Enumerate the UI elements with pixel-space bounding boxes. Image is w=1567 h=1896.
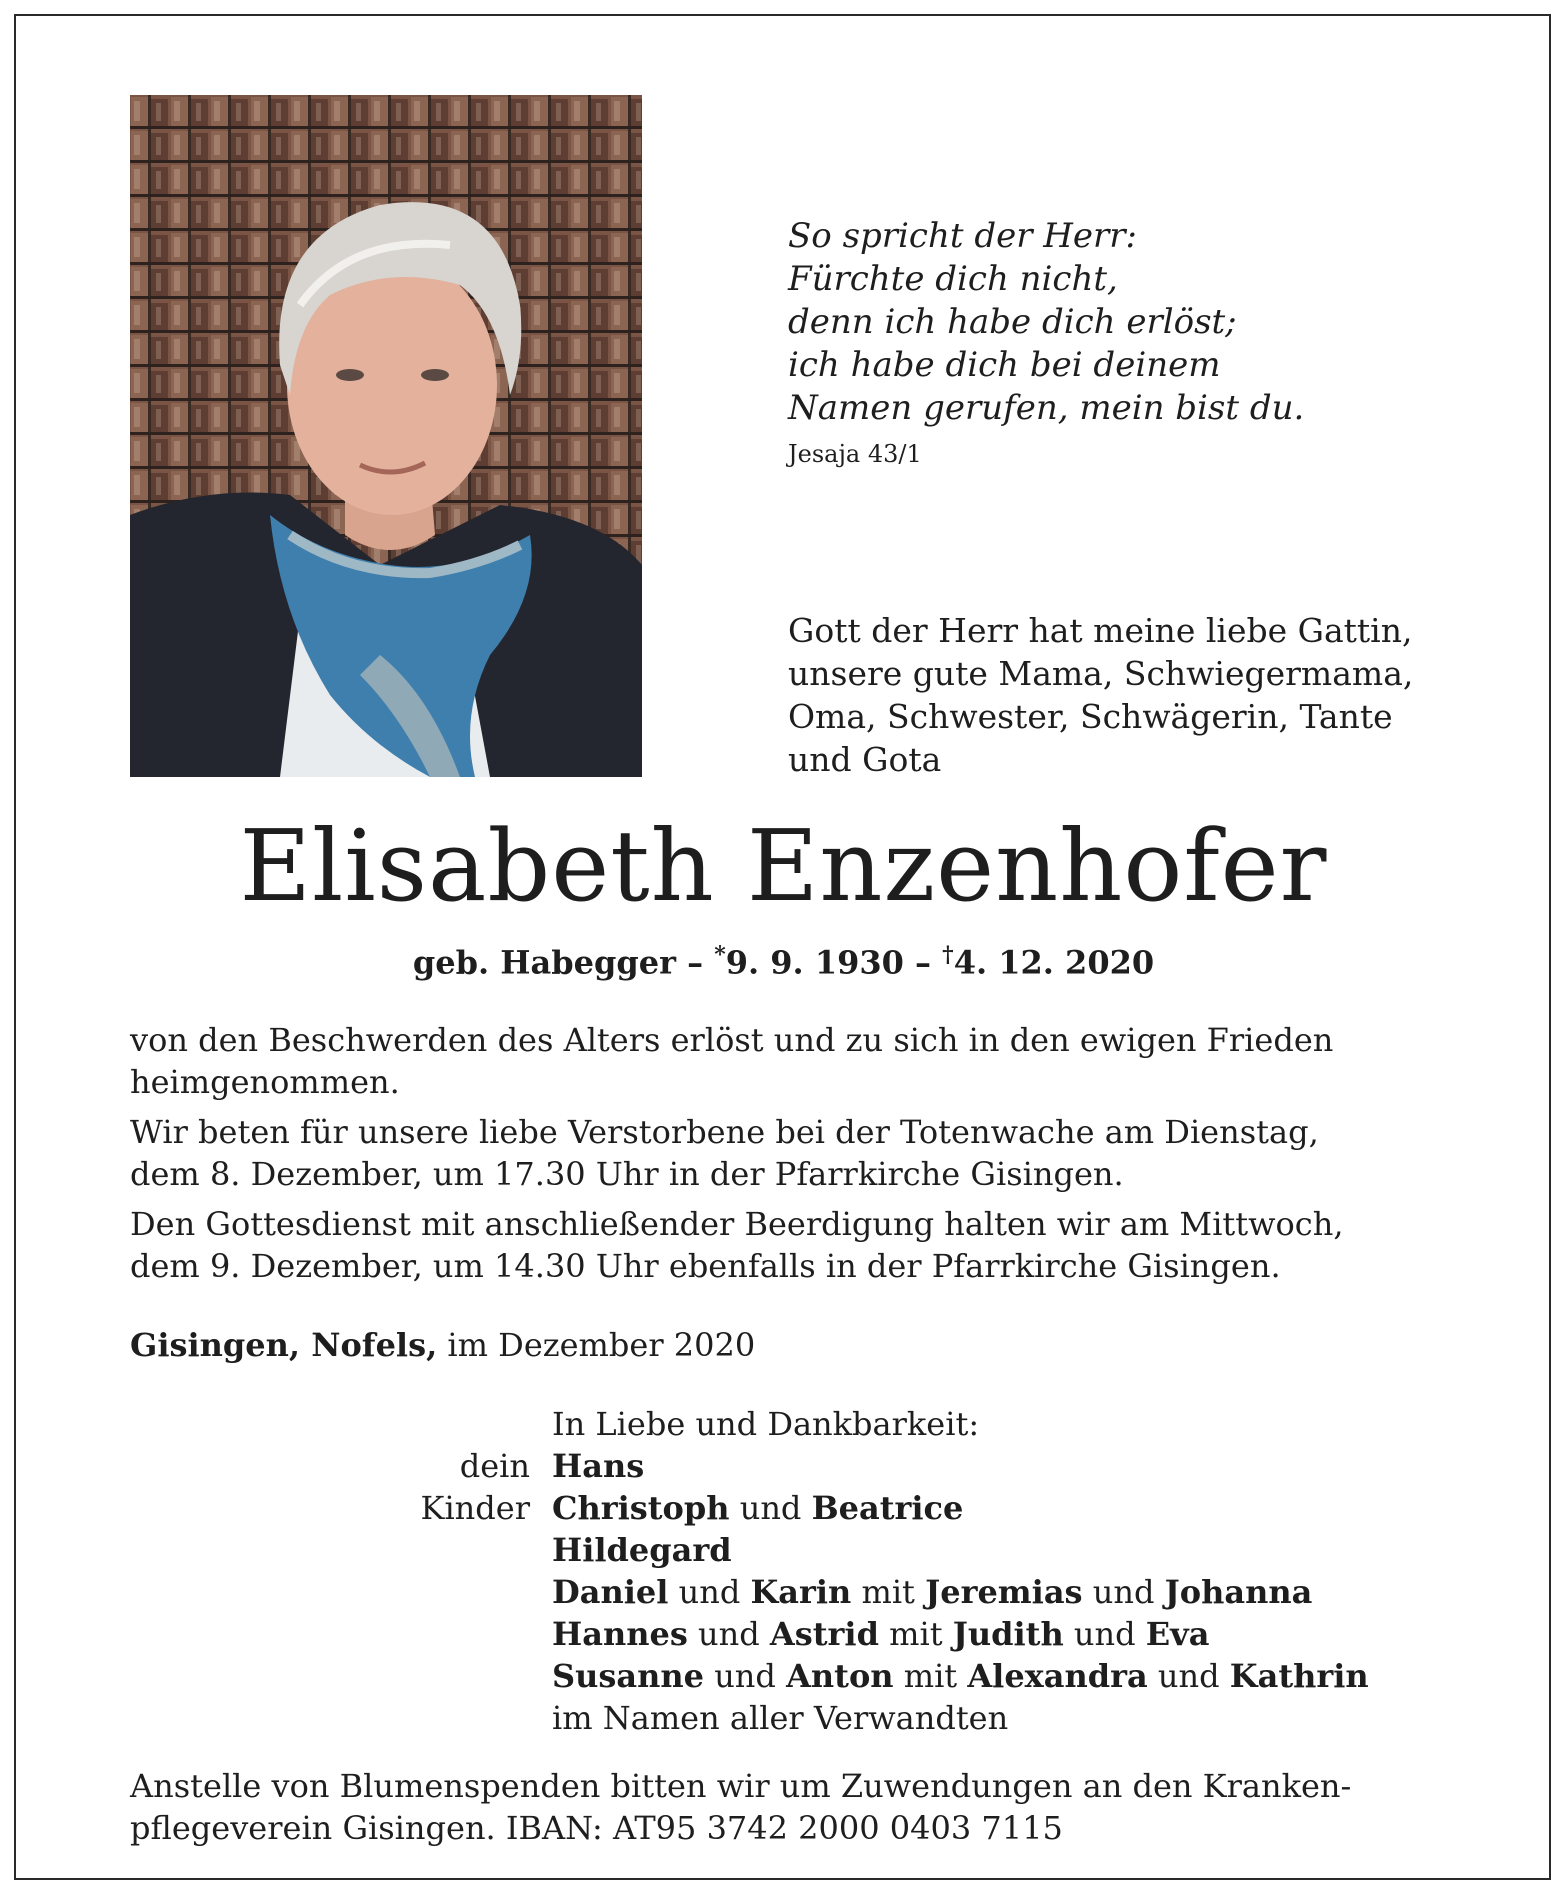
donation-note — [130, 1765, 1438, 1849]
label-kinder: Kinder — [420, 1489, 530, 1527]
footer-line: pflegeverein Gisingen. IBAN: AT95 3742 2000 0403 7115 — [130, 1809, 1063, 1847]
intro-line: Gott der Herr hat meine liebe Gattin, — [788, 611, 1413, 650]
intro-text — [788, 609, 1436, 781]
birth-symbol: * — [714, 942, 726, 968]
quote-line: Fürchte dich nicht, — [788, 259, 1118, 299]
mourners-list — [552, 1403, 1369, 1739]
announcement-body — [130, 1019, 1438, 1295]
bible-quote — [788, 215, 1488, 430]
connector: mit — [889, 1615, 943, 1653]
mourner-name: Kathrin — [1229, 1657, 1369, 1695]
footer-line: Anstelle von Blumenspenden bitten wir um Zuwendungen an den Kranken- — [130, 1767, 1352, 1805]
body-line: Den Gottesdienst mit anschließender Beerdigung halten wir am Mittwoch, — [130, 1205, 1344, 1243]
mourner-name: Karin — [750, 1573, 852, 1611]
mourner-name: Hildegard — [552, 1531, 732, 1569]
signoff-heading: In Liebe und Dankbarkeit: — [552, 1405, 980, 1443]
mourner-row — [552, 1613, 1369, 1655]
portrait-photo — [130, 95, 642, 777]
quote-line: So spricht der Herr: — [788, 216, 1137, 256]
mourner-name: Susanne — [552, 1657, 705, 1695]
connector: und — [739, 1489, 802, 1527]
mourner-name: Astrid — [769, 1615, 879, 1653]
body-line: Wir beten für unsere liebe Verstorbene bei der Totenwache am Dienstag, — [130, 1113, 1319, 1151]
mourner-row — [552, 1487, 1369, 1529]
relation-labels — [352, 1445, 530, 1529]
mourner-name: Eva — [1145, 1615, 1210, 1653]
place-date-text: im Dezember 2020 — [437, 1326, 756, 1364]
mourner-name: Jeremias — [925, 1573, 1083, 1611]
dash: – — [915, 943, 932, 982]
quote-source: Jesaja 43/1 — [788, 440, 922, 468]
life-dates — [0, 942, 1567, 982]
connector: und — [698, 1615, 760, 1653]
mourner-row — [552, 1529, 1369, 1571]
mourner-name: Daniel — [552, 1573, 669, 1611]
connector: und — [678, 1573, 741, 1611]
maiden-name: geb. Habegger — [412, 943, 676, 982]
mourner-row — [552, 1655, 1369, 1697]
paragraph — [130, 1019, 1438, 1103]
intro-line: und Gota — [788, 740, 942, 779]
body-line: heimgenommen. — [130, 1063, 400, 1101]
intro-line: Oma, Schwester, Schwägerin, Tante — [788, 697, 1393, 736]
body-line: dem 9. Dezember, um 14.30 Uhr ebenfalls in der Pfarrkirche Gisingen. — [130, 1247, 1281, 1285]
connector: mit — [903, 1657, 958, 1695]
connector: mit — [861, 1573, 915, 1611]
portrait-illustration — [130, 95, 642, 777]
quote-line: Namen gerufen, mein bist du. — [788, 388, 1305, 428]
paragraph — [130, 1111, 1438, 1195]
body-line: von den Beschwerden des Alters erlöst und zu sich in den ewigen Frieden — [130, 1021, 1334, 1059]
label-dein: dein — [459, 1447, 530, 1485]
intro-line: unsere gute Mama, Schwiegermama, — [788, 654, 1414, 693]
mourner-name: Judith — [952, 1615, 1064, 1653]
mourner-name: Hans — [552, 1447, 645, 1485]
paragraph — [130, 1203, 1438, 1287]
connector: und — [1073, 1615, 1136, 1653]
connector: und — [1092, 1573, 1155, 1611]
mourner-row — [552, 1445, 1369, 1487]
dash: – — [687, 943, 704, 982]
connector: und — [714, 1657, 776, 1695]
deceased-name: Elisabeth Enzenhofer — [239, 810, 1328, 924]
mourner-row — [552, 1571, 1369, 1613]
birth-date: 9. 9. 1930 — [725, 943, 904, 982]
death-symbol: † — [942, 942, 954, 968]
quote-line: denn ich habe dich erlöst; — [788, 302, 1237, 342]
mourner-name: Christoph — [552, 1489, 730, 1527]
mourner-name: Beatrice — [811, 1489, 964, 1527]
connector: und — [1157, 1657, 1220, 1695]
mourner-name: Hannes — [552, 1615, 688, 1653]
relatives-line: im Namen aller Verwandten — [552, 1699, 1009, 1737]
quote-line: ich habe dich bei deinem — [788, 345, 1221, 385]
mourner-name: Anton — [786, 1657, 894, 1695]
mourner-name: Johanna — [1164, 1573, 1313, 1611]
mourner-name: Alexandra — [967, 1657, 1148, 1695]
death-date: 4. 12. 2020 — [953, 943, 1155, 982]
place-date — [130, 1326, 755, 1364]
body-line: dem 8. Dezember, um 17.30 Uhr in der Pfarrkirche Gisingen. — [130, 1155, 1124, 1193]
place-names: Gisingen, Nofels, — [130, 1326, 438, 1364]
